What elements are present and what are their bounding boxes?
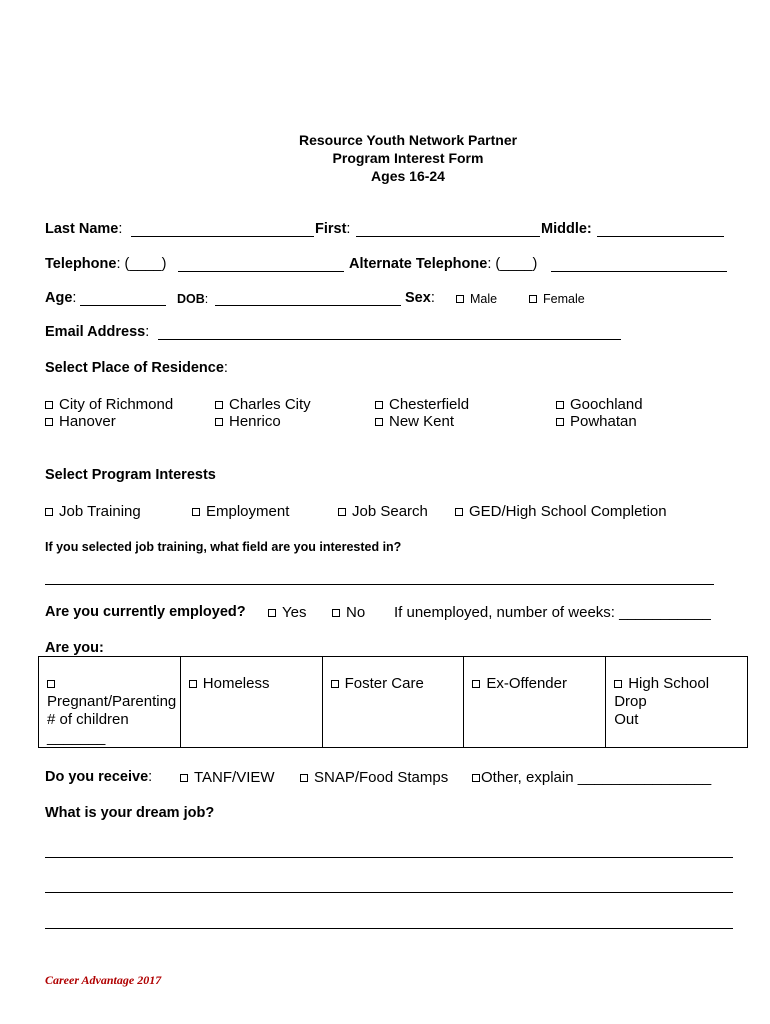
male-checkbox[interactable]: Male xyxy=(456,292,497,306)
status-cell-dropout[interactable]: High School Drop Out xyxy=(606,657,748,748)
checkbox-icon xyxy=(332,609,340,617)
form-title-line-3: Ages 16-24 xyxy=(371,168,445,184)
residence-option-powhatan[interactable]: Powhatan xyxy=(556,413,637,430)
checkbox-icon xyxy=(45,508,53,516)
checkbox-icon xyxy=(189,680,197,688)
checkbox-icon xyxy=(300,774,308,782)
checkbox-icon xyxy=(45,401,53,409)
employment-question: Are you currently employed? xyxy=(45,604,246,620)
residence-option-richmond[interactable]: City of Richmond xyxy=(45,396,173,413)
email-field[interactable] xyxy=(158,339,621,340)
residence-option-goochland[interactable]: Goochland xyxy=(556,396,643,413)
form-title-line-2: Program Interest Form xyxy=(332,150,484,166)
dream-job-line-3[interactable] xyxy=(45,928,733,929)
first-name-label: First: xyxy=(315,221,351,237)
status-cell-foster-care[interactable]: Foster Care xyxy=(322,657,464,748)
dream-job-line-1[interactable] xyxy=(45,857,733,858)
program-option-employment[interactable]: Employment xyxy=(192,503,289,520)
form-title-line-1: Resource Youth Network Partner xyxy=(298,132,518,148)
employed-no-checkbox[interactable]: No xyxy=(332,604,365,621)
programs-heading: Select Program Interests xyxy=(45,467,216,483)
status-cell-pregnant[interactable]: Pregnant/Parenting # of children _______ xyxy=(39,657,181,748)
residence-option-charles-city[interactable]: Charles City xyxy=(215,396,311,413)
residence-option-new-kent[interactable]: New Kent xyxy=(375,413,454,430)
first-name-field[interactable] xyxy=(356,236,540,237)
checkbox-icon xyxy=(529,295,537,303)
checkbox-icon xyxy=(556,401,564,409)
footer-text: Career Advantage 2017 xyxy=(45,973,162,987)
dob-field[interactable] xyxy=(215,305,401,306)
email-label: Email Address: xyxy=(45,324,150,340)
are-you-heading: Are you: xyxy=(45,640,104,656)
telephone-label: Telephone: (____) xyxy=(45,256,167,272)
checkbox-icon xyxy=(47,680,55,688)
status-cell-homeless[interactable]: Homeless xyxy=(180,657,322,748)
checkbox-icon xyxy=(472,774,480,782)
residence-option-hanover[interactable]: Hanover xyxy=(45,413,116,430)
job-training-question: If you selected job training, what field are you interested in? xyxy=(45,540,402,554)
dream-job-question: What is your dream job? xyxy=(45,805,215,821)
sex-label: Sex: xyxy=(405,290,435,306)
benefit-option-tanf[interactable]: TANF/VIEW xyxy=(180,769,275,786)
age-label: Age: xyxy=(45,290,77,306)
benefit-option-snap[interactable]: SNAP/Food Stamps xyxy=(300,769,448,786)
last-name-field[interactable] xyxy=(131,236,314,237)
job-training-field[interactable] xyxy=(45,584,714,585)
female-checkbox[interactable]: Female xyxy=(529,292,585,306)
residence-heading: Select Place of Residence: xyxy=(45,360,228,376)
telephone-field[interactable] xyxy=(178,271,344,272)
checkbox-icon xyxy=(456,295,464,303)
middle-name-label: Middle: xyxy=(541,221,592,237)
checkbox-icon xyxy=(455,508,463,516)
benefit-option-other[interactable]: Other, explain ________________ xyxy=(472,769,711,786)
checkbox-icon xyxy=(180,774,188,782)
residence-option-chesterfield[interactable]: Chesterfield xyxy=(375,396,469,413)
alt-telephone-field[interactable] xyxy=(551,271,727,272)
residence-option-henrico[interactable]: Henrico xyxy=(215,413,281,430)
program-option-job-search[interactable]: Job Search xyxy=(338,503,428,520)
checkbox-icon xyxy=(268,609,276,617)
last-name-label: Last Name: xyxy=(45,221,123,237)
alt-telephone-label: Alternate Telephone: (____) xyxy=(349,256,538,272)
checkbox-icon xyxy=(338,508,346,516)
dream-job-line-2[interactable] xyxy=(45,892,733,893)
checkbox-icon xyxy=(472,680,480,688)
checkbox-icon xyxy=(556,418,564,426)
age-field[interactable] xyxy=(80,305,166,306)
program-option-ged[interactable]: GED/High School Completion xyxy=(455,503,667,520)
middle-name-field[interactable] xyxy=(597,236,724,237)
checkbox-icon xyxy=(375,401,383,409)
checkbox-icon xyxy=(331,680,339,688)
employed-yes-checkbox[interactable]: Yes xyxy=(268,604,306,621)
program-option-job-training[interactable]: Job Training xyxy=(45,503,141,520)
checkbox-icon xyxy=(375,418,383,426)
checkbox-icon xyxy=(215,401,223,409)
benefits-label: Do you receive: xyxy=(45,769,153,785)
status-table xyxy=(38,656,748,748)
checkbox-icon xyxy=(45,418,53,426)
checkbox-icon xyxy=(192,508,200,516)
checkbox-icon xyxy=(215,418,223,426)
dob-label: DOB: xyxy=(177,292,209,306)
unemployed-weeks-label: If unemployed, number of weeks: ___________ xyxy=(394,604,711,621)
status-cell-ex-offender[interactable]: Ex-Offender xyxy=(464,657,606,748)
checkbox-icon xyxy=(614,680,622,688)
